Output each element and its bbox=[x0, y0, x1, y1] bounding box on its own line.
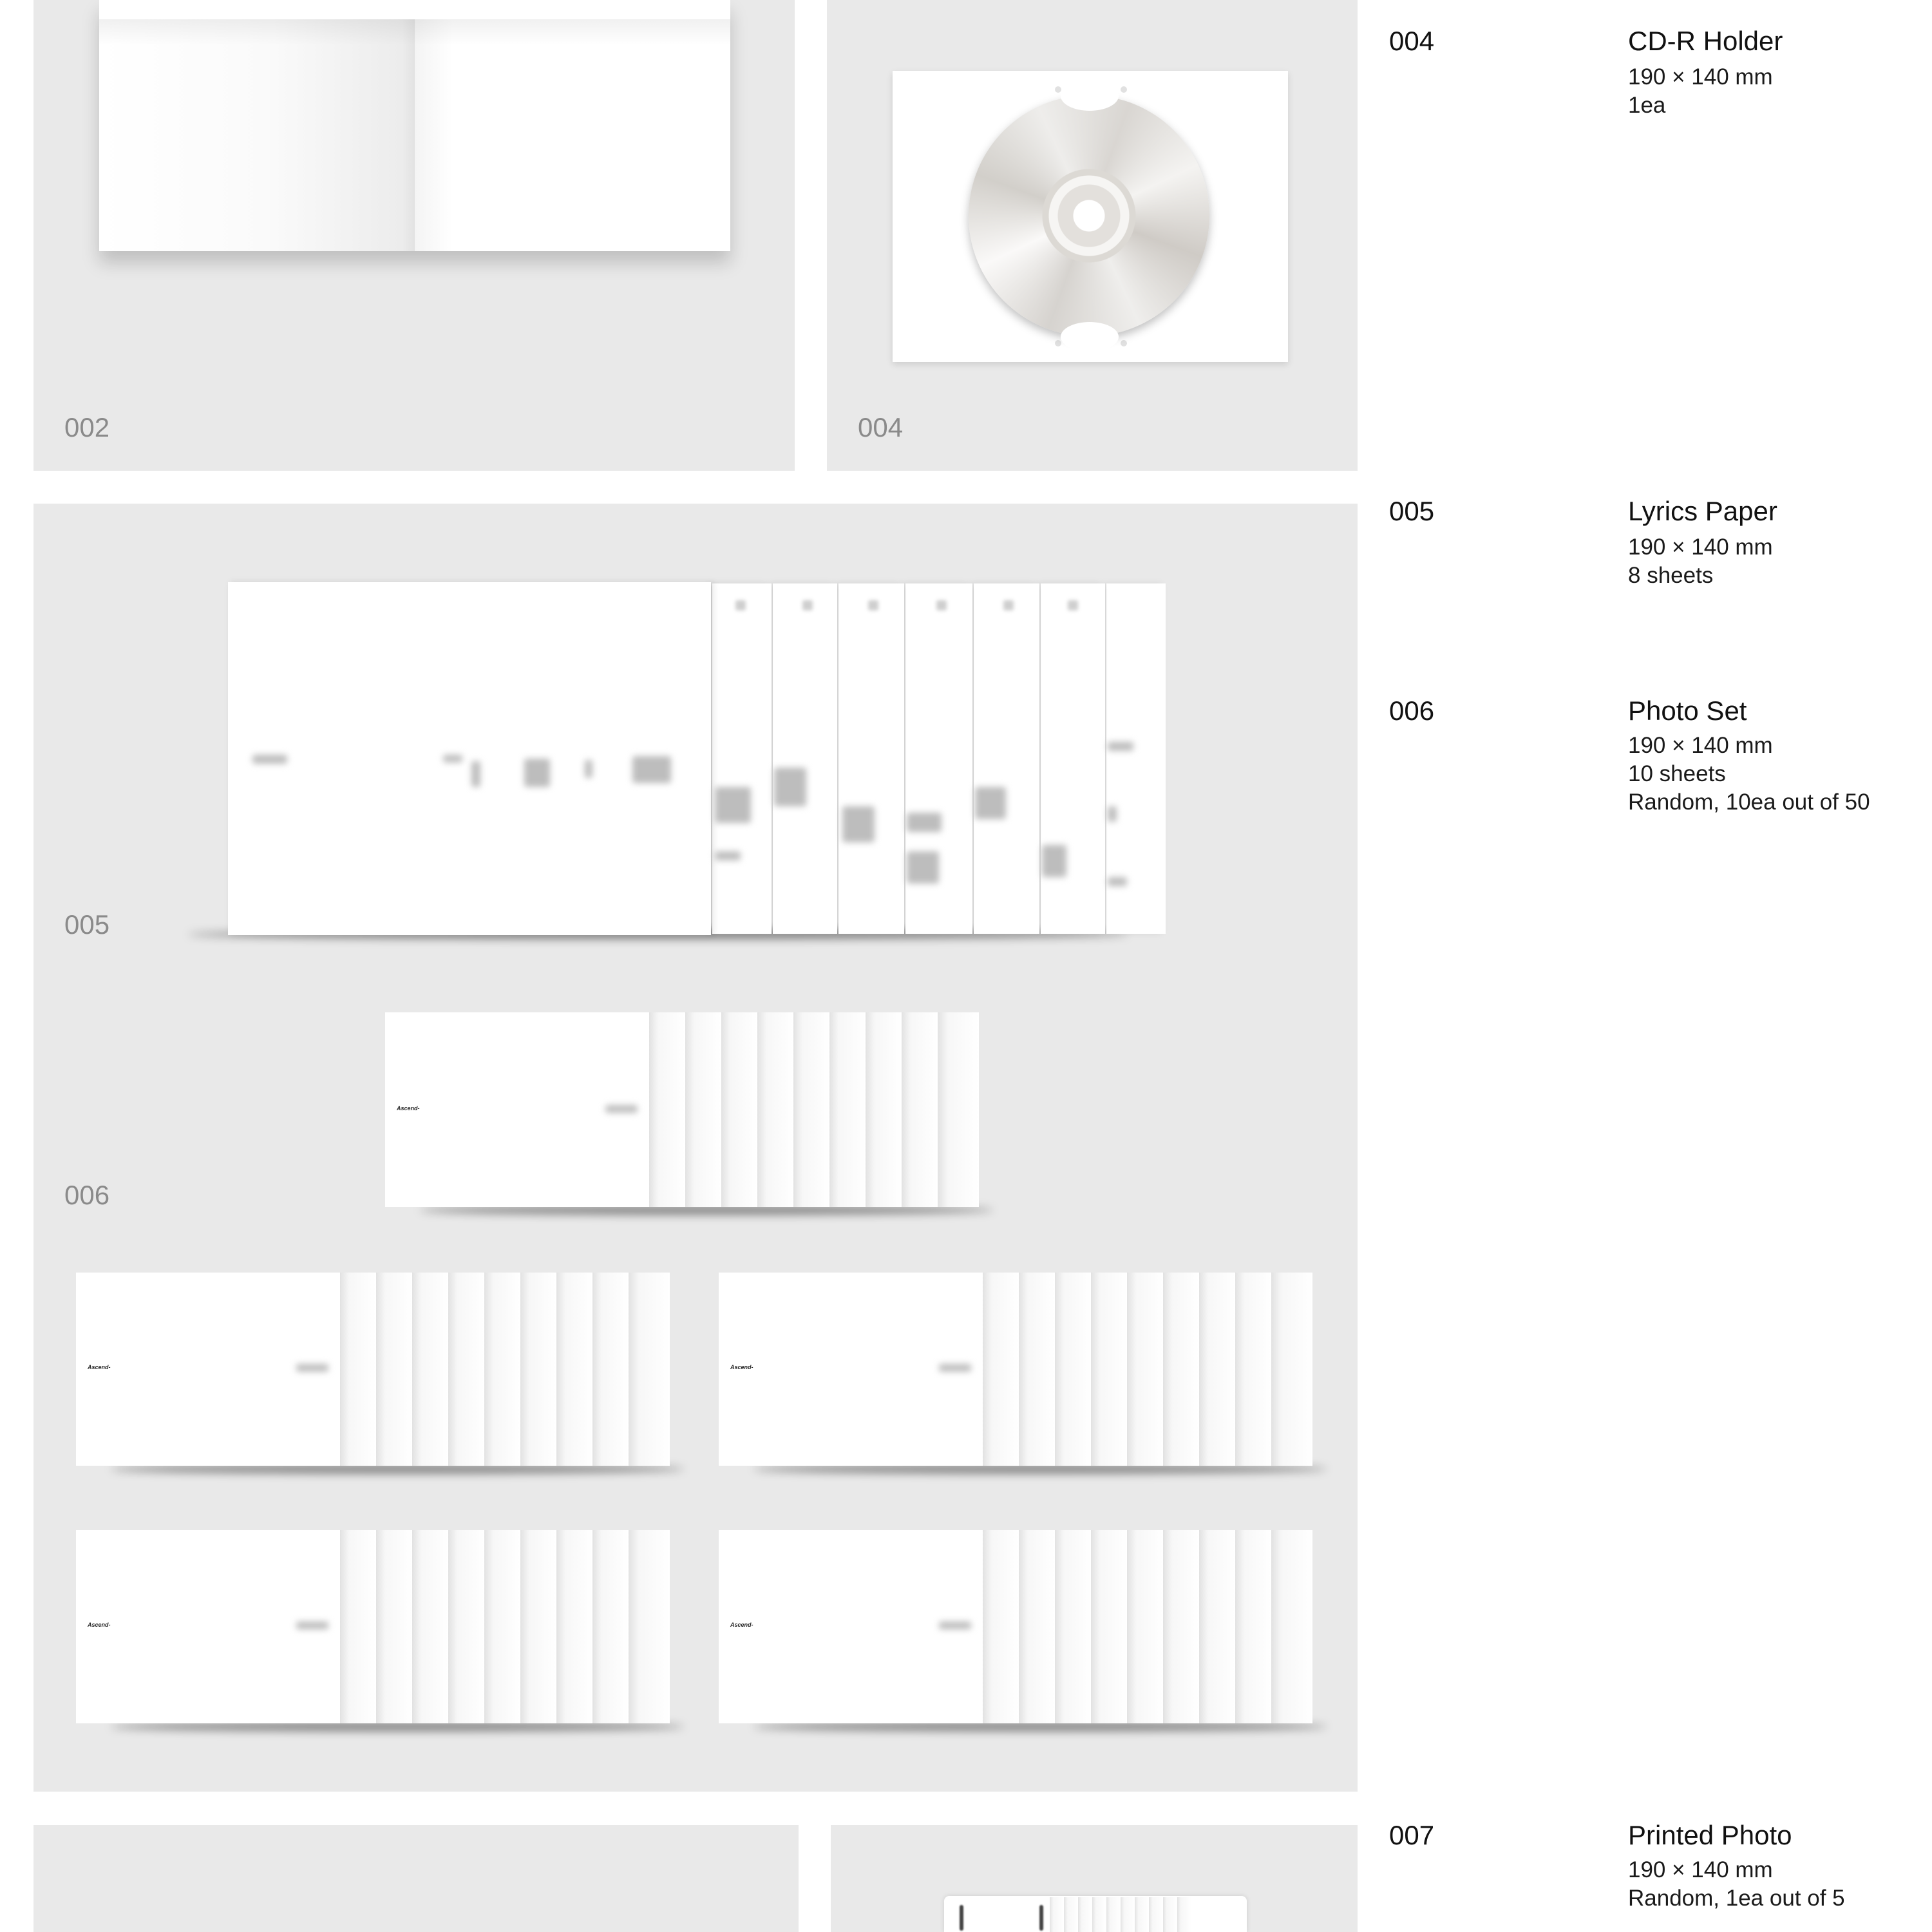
panel-label: 002 bbox=[64, 412, 110, 442]
cd-disc-image bbox=[969, 95, 1209, 336]
spec-number: 004 bbox=[1389, 26, 1435, 56]
card-brand-text: Ascend- bbox=[397, 1105, 420, 1112]
item-panel-007-right bbox=[831, 1825, 1358, 1932]
item-panel-007-left bbox=[33, 1825, 799, 1932]
panel-label: 005 bbox=[64, 909, 110, 940]
spec-title: Lyrics Paper bbox=[1628, 496, 1777, 526]
spec-line: 190 × 140 mm bbox=[1628, 64, 1773, 90]
card-brand-text: Ascend- bbox=[88, 1622, 111, 1628]
card-brand-text: Ascend- bbox=[730, 1622, 753, 1628]
card-brand-text: Ascend- bbox=[730, 1364, 753, 1370]
spec-line: 190 × 140 mm bbox=[1628, 1857, 1773, 1882]
spec-line: 10 sheets bbox=[1628, 761, 1726, 786]
spec-title: Photo Set bbox=[1628, 696, 1747, 726]
card-brand-text: Ascend- bbox=[88, 1364, 111, 1370]
panel-label: 006 bbox=[64, 1180, 110, 1210]
spec-number: 005 bbox=[1389, 496, 1435, 526]
spec-title: Printed Photo bbox=[1628, 1820, 1792, 1850]
spec-title: CD-R Holder bbox=[1628, 26, 1783, 56]
spec-number: 006 bbox=[1389, 696, 1435, 726]
spec-line: 190 × 140 mm bbox=[1628, 733, 1773, 758]
spec-line: 8 sheets bbox=[1628, 563, 1714, 588]
item-panel-005-006 bbox=[33, 504, 1358, 1792]
item-panel-004 bbox=[827, 0, 1358, 471]
spec-line: Random, 1ea out of 5 bbox=[1628, 1886, 1845, 1911]
item-panel-002 bbox=[33, 0, 795, 471]
cd-holder-card bbox=[893, 71, 1288, 362]
spec-line: 190 × 140 mm bbox=[1628, 535, 1773, 560]
spec-number: 007 bbox=[1389, 1820, 1435, 1850]
panel-label: 004 bbox=[858, 412, 904, 442]
spec-line: Random, 10ea out of 50 bbox=[1628, 790, 1870, 815]
spec-line: 1ea bbox=[1628, 93, 1666, 118]
booklet-image bbox=[99, 0, 730, 251]
